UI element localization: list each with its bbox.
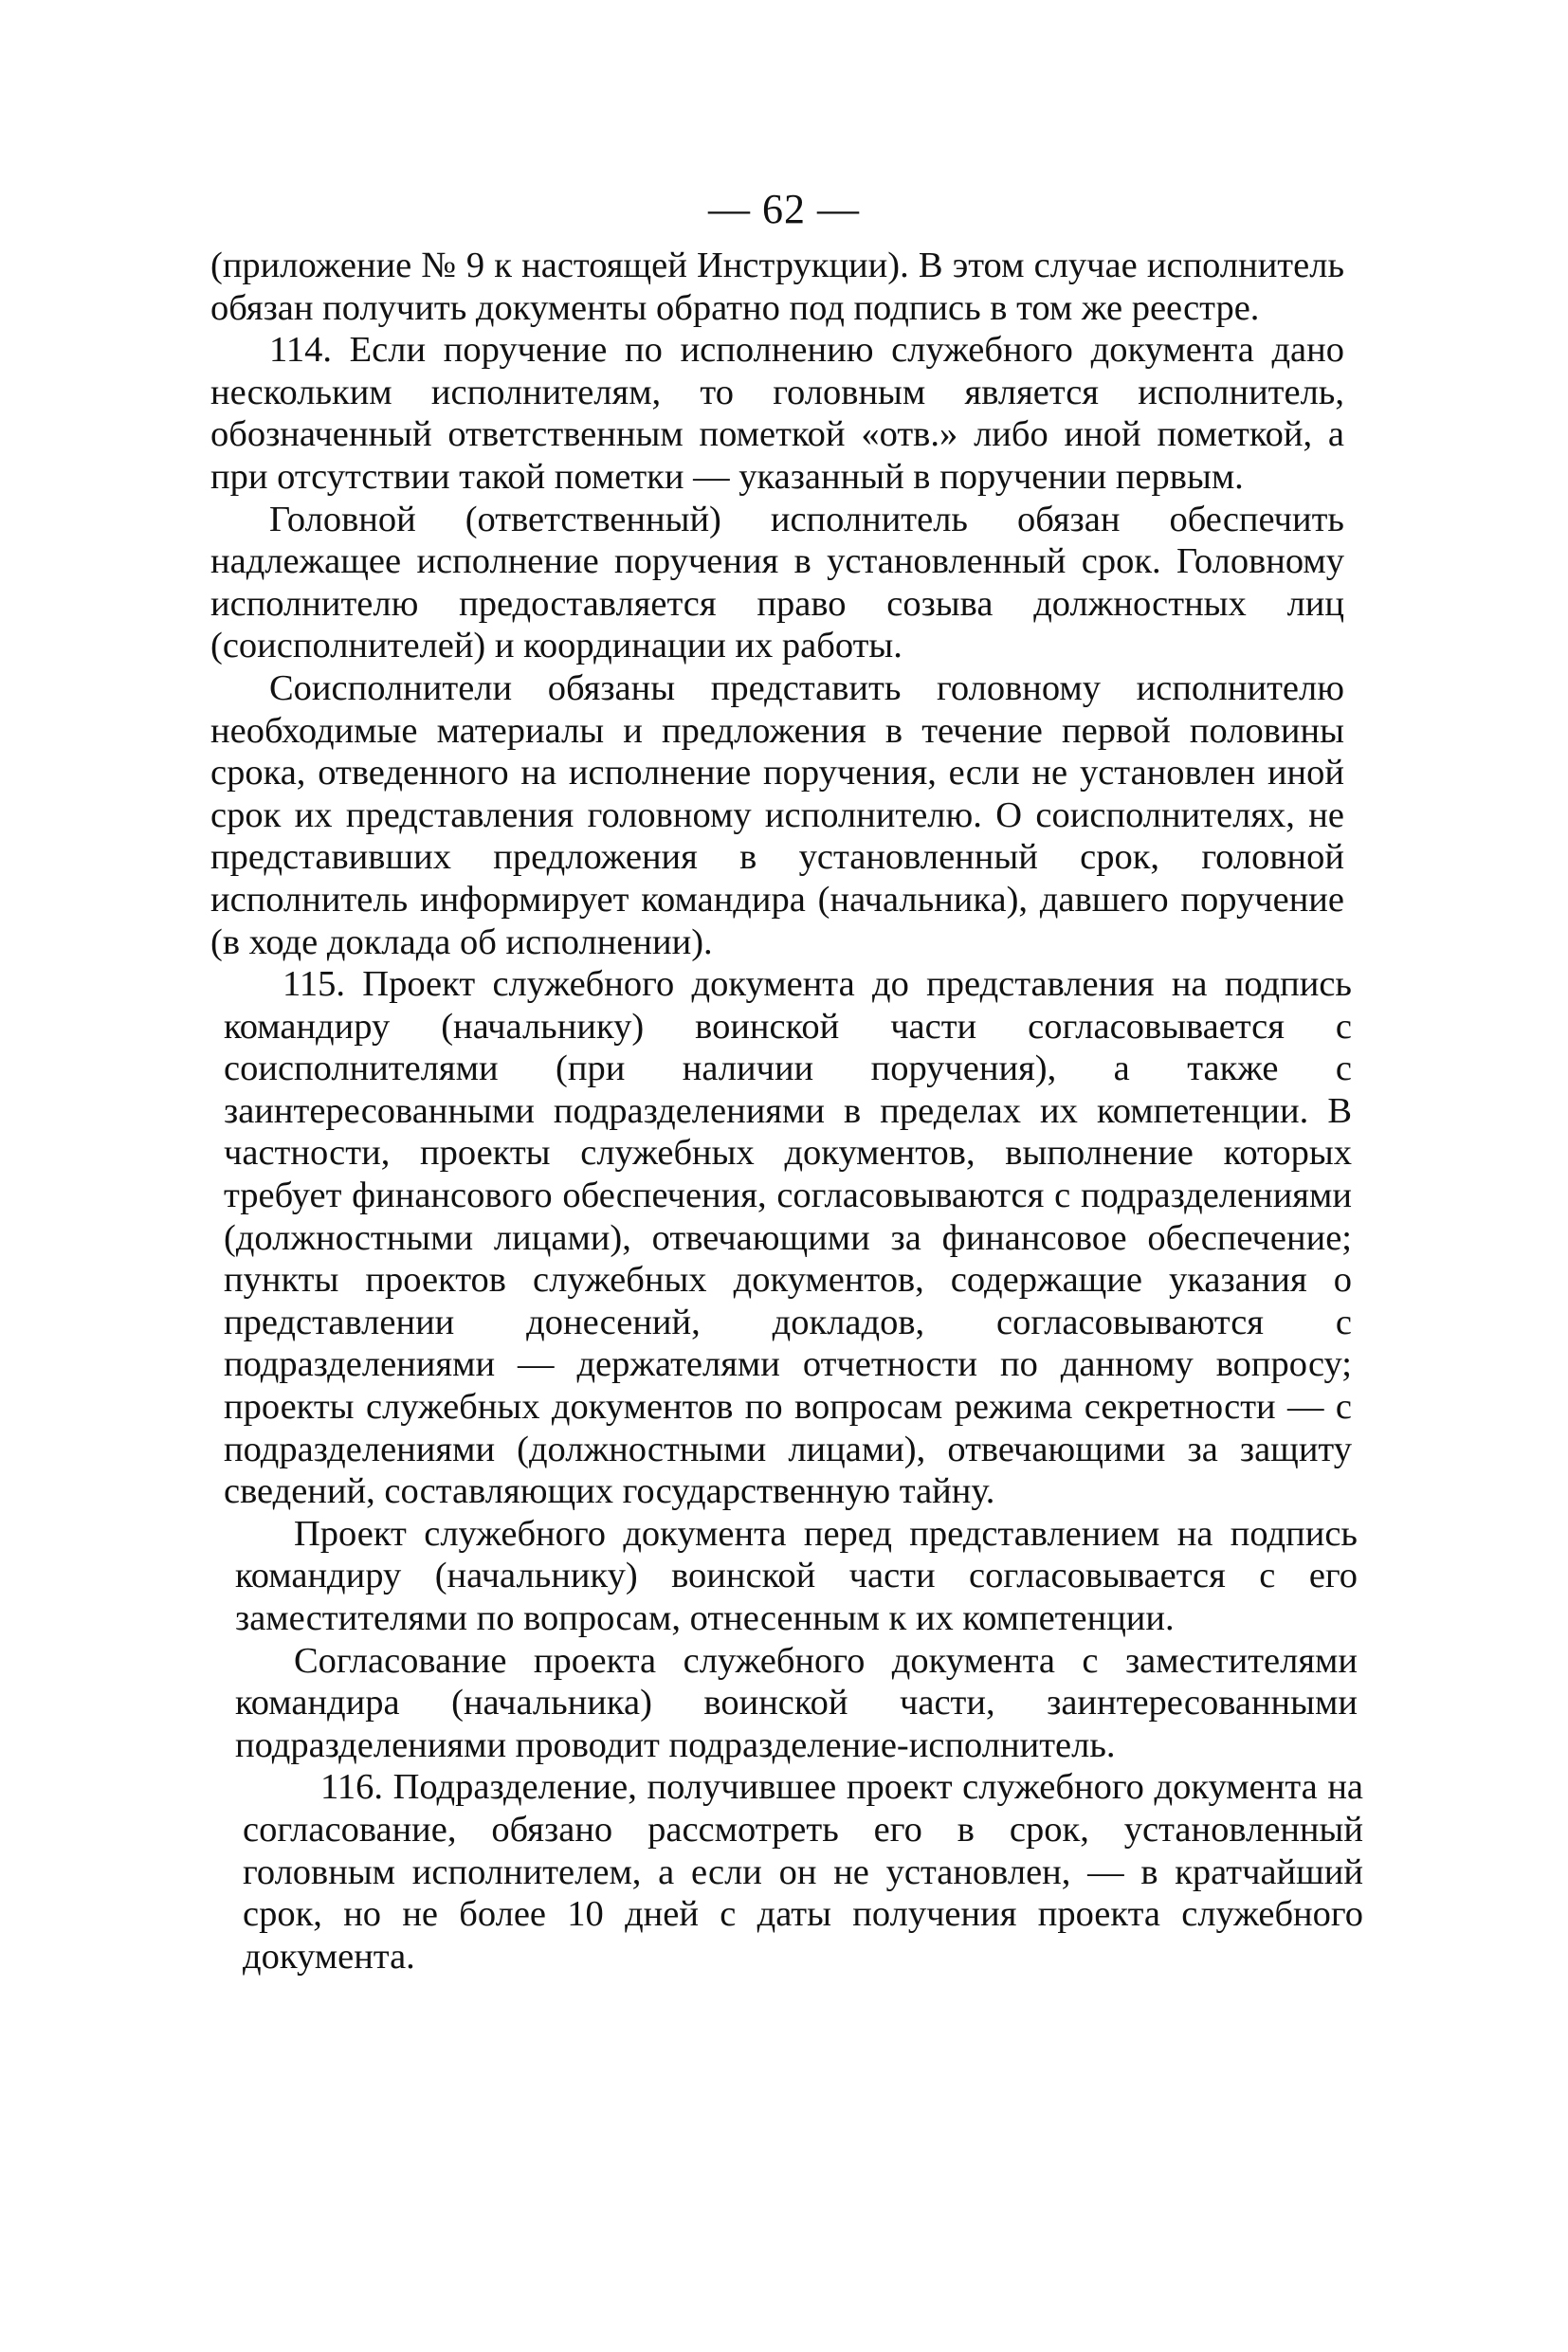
paragraph-text: Подразделение, получившее проект служебного документа на согласование, обязано рассмотреть его в срок, установленный головным исполнителем, а если он не установлен, — в кратчайший срок, но не более 10 дней с даты получения проекта служебного документа.	[243, 1767, 1364, 1977]
paragraph-116	[243, 1766, 1363, 1978]
paragraph-text: Проект служебного документа до представления на подпись командиру (начальнику) воинской части согласовывается с соисполнителями (при наличии поручения), а также с заинтересованными подразделениями в пределах их компетенции. В частности, проекты служебных документов, выполнение которых требует финансового обеспечения, согласовываются с подразделениями (должностными лицами), отвечающими за финансовое обеспечение; пункты проектов служебных документов, содержащие указания о представлении донесений, докладов, согласовываются с подразделениями — держателями отчетности по данному вопросу; проекты служебных документов по вопросам режима секретности — с подразделениями (должностными лицами), отвечающими за защиту сведений, составляющих государственную тайну.	[224, 964, 1352, 1512]
paragraph-114-co-executors	[210, 667, 1344, 963]
paragraph-text: Соисполнители обязаны представить головному исполнителю необходимые материалы и предложения в течение первой половины срока, отведенного на исполнение поручения, если не установлен иной срок их представления головному исполнителю. О соисполнителях, не представивших предложения в установленный срок, головной исполнитель информирует командира (начальника), давшего поручение (в ходе доклада об исполнении).	[210, 667, 1344, 962]
paragraph-number: 115.	[283, 964, 345, 1005]
paragraph-text: Проект служебного документа перед представлением на подпись командиру (начальнику) воинской части согласовывается с его заместителями по вопросам, отнесенным к их компетенции.	[235, 1513, 1358, 1638]
paragraph-text: Головной (ответственный) исполнитель обязан обеспечить надлежащее исполнение поручения в установленный срок. Головному исполнителю предоставляется право созыва должностных лиц (соисполнителей) и координации их работы.	[210, 499, 1344, 666]
paragraph-continuation	[210, 245, 1344, 329]
document-body	[210, 245, 1364, 1978]
paragraph-115	[224, 963, 1352, 1513]
paragraph-number: 114.	[269, 330, 332, 371]
page-number: — 62 —	[708, 186, 860, 232]
paragraph-text: (приложение № 9 к настоящей Инструкции). В этом случае исполнитель обязан получить документы обратно под подпись в том же реестре.	[210, 246, 1344, 328]
paragraph-text: Если поручение по исполнению служебного документа дано нескольким исполнителям, то головным является исполнитель, обозначенный ответственным пометкой «отв.» либо иной пометкой, а при отсутствии такой пометки — указанный в поручении первым.	[210, 330, 1344, 497]
paragraph-text: Согласование проекта служебного документа с заместителями командира (начальника) воинской части, заинтересованными подразделениями проводит подразделение-исполнитель.	[235, 1640, 1358, 1765]
paragraph-114-lead-executor	[210, 499, 1344, 667]
paragraph-number: 116.	[320, 1767, 383, 1808]
paragraph-115-approval	[235, 1640, 1358, 1767]
paragraph-115-deputies	[235, 1513, 1358, 1640]
paragraph-114	[210, 329, 1344, 498]
